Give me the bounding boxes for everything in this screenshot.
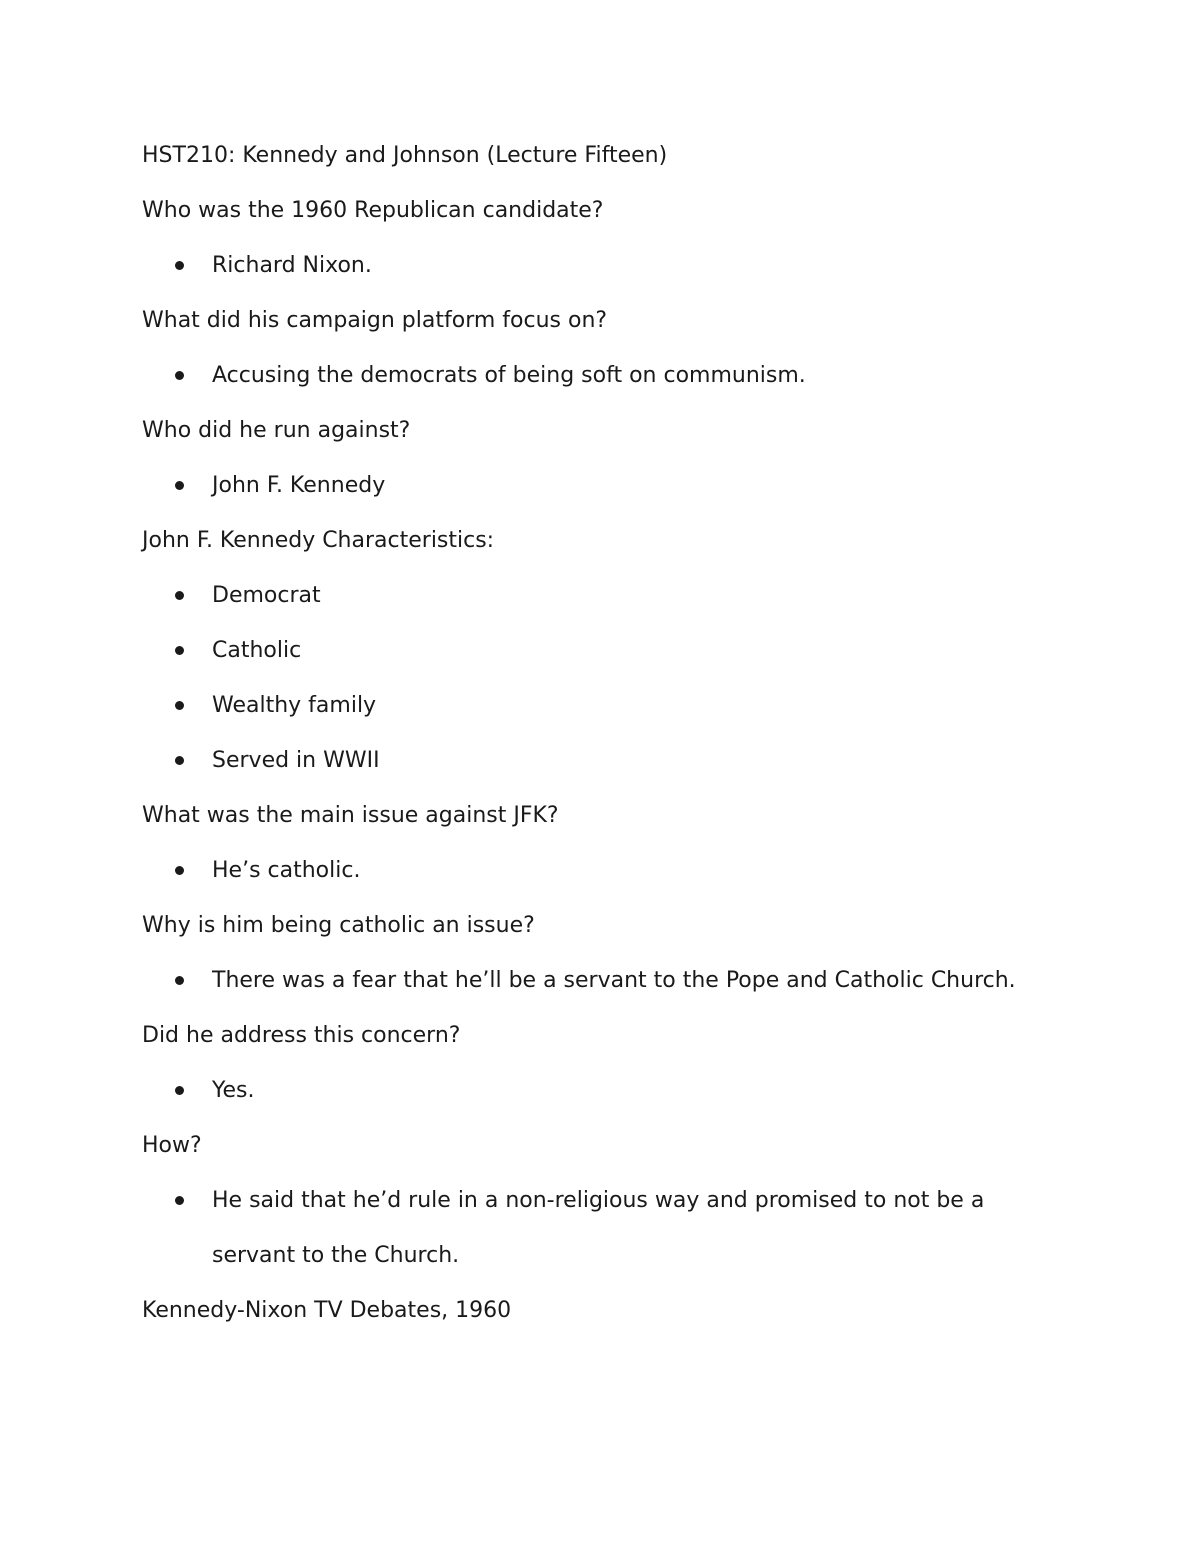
bullet-item <box>142 348 1062 403</box>
document-body <box>142 128 1062 1338</box>
bullet-item <box>142 733 1062 788</box>
question-line: Did he address this concern? <box>142 1023 461 1048</box>
section-heading: John F. Kennedy Characteristics: <box>142 528 495 553</box>
bullet-item <box>142 678 1062 733</box>
bullet-item <box>142 1063 1062 1118</box>
bullet-item <box>142 568 1062 623</box>
question-line: What was the main issue against JFK? <box>142 803 559 828</box>
question-line: Who did he run against? <box>142 418 411 443</box>
question-line: How? <box>142 1133 202 1158</box>
bullet-item <box>142 623 1062 678</box>
bullet-item <box>142 458 1062 513</box>
bullet-item <box>142 843 1062 898</box>
bullet-text: Richard Nixon. <box>212 253 372 278</box>
bullet-text: John F. Kennedy <box>212 473 386 498</box>
bullet-text: He said that he’d rule in a non-religious way and promised to not be a servant to the Church. <box>212 1188 985 1268</box>
bullet-item <box>142 238 1062 293</box>
bullet-text: Wealthy family <box>212 693 377 718</box>
document-title: HST210: Kennedy and Johnson (Lecture Fifteen) <box>142 143 668 168</box>
bullet-item <box>142 1173 1062 1283</box>
bullet-text: Served in WWII <box>212 748 380 773</box>
bullet-text: Catholic <box>212 638 302 663</box>
question-line: Who was the 1960 Republican candidate? <box>142 198 604 223</box>
bullet-text: He’s catholic. <box>212 858 361 883</box>
question-line: What did his campaign platform focus on? <box>142 308 608 333</box>
bullet-text: Accusing the democrats of being soft on communism. <box>212 363 806 388</box>
bullet-text: Yes. <box>212 1078 255 1103</box>
bullet-item <box>142 953 1062 1008</box>
question-line: Why is him being catholic an issue? <box>142 913 535 938</box>
section-heading: Kennedy-Nixon TV Debates, 1960 <box>142 1298 512 1323</box>
bullet-text: Democrat <box>212 583 321 608</box>
bullet-text: There was a fear that he’ll be a servant to the Pope and Catholic Church. <box>212 968 1016 993</box>
